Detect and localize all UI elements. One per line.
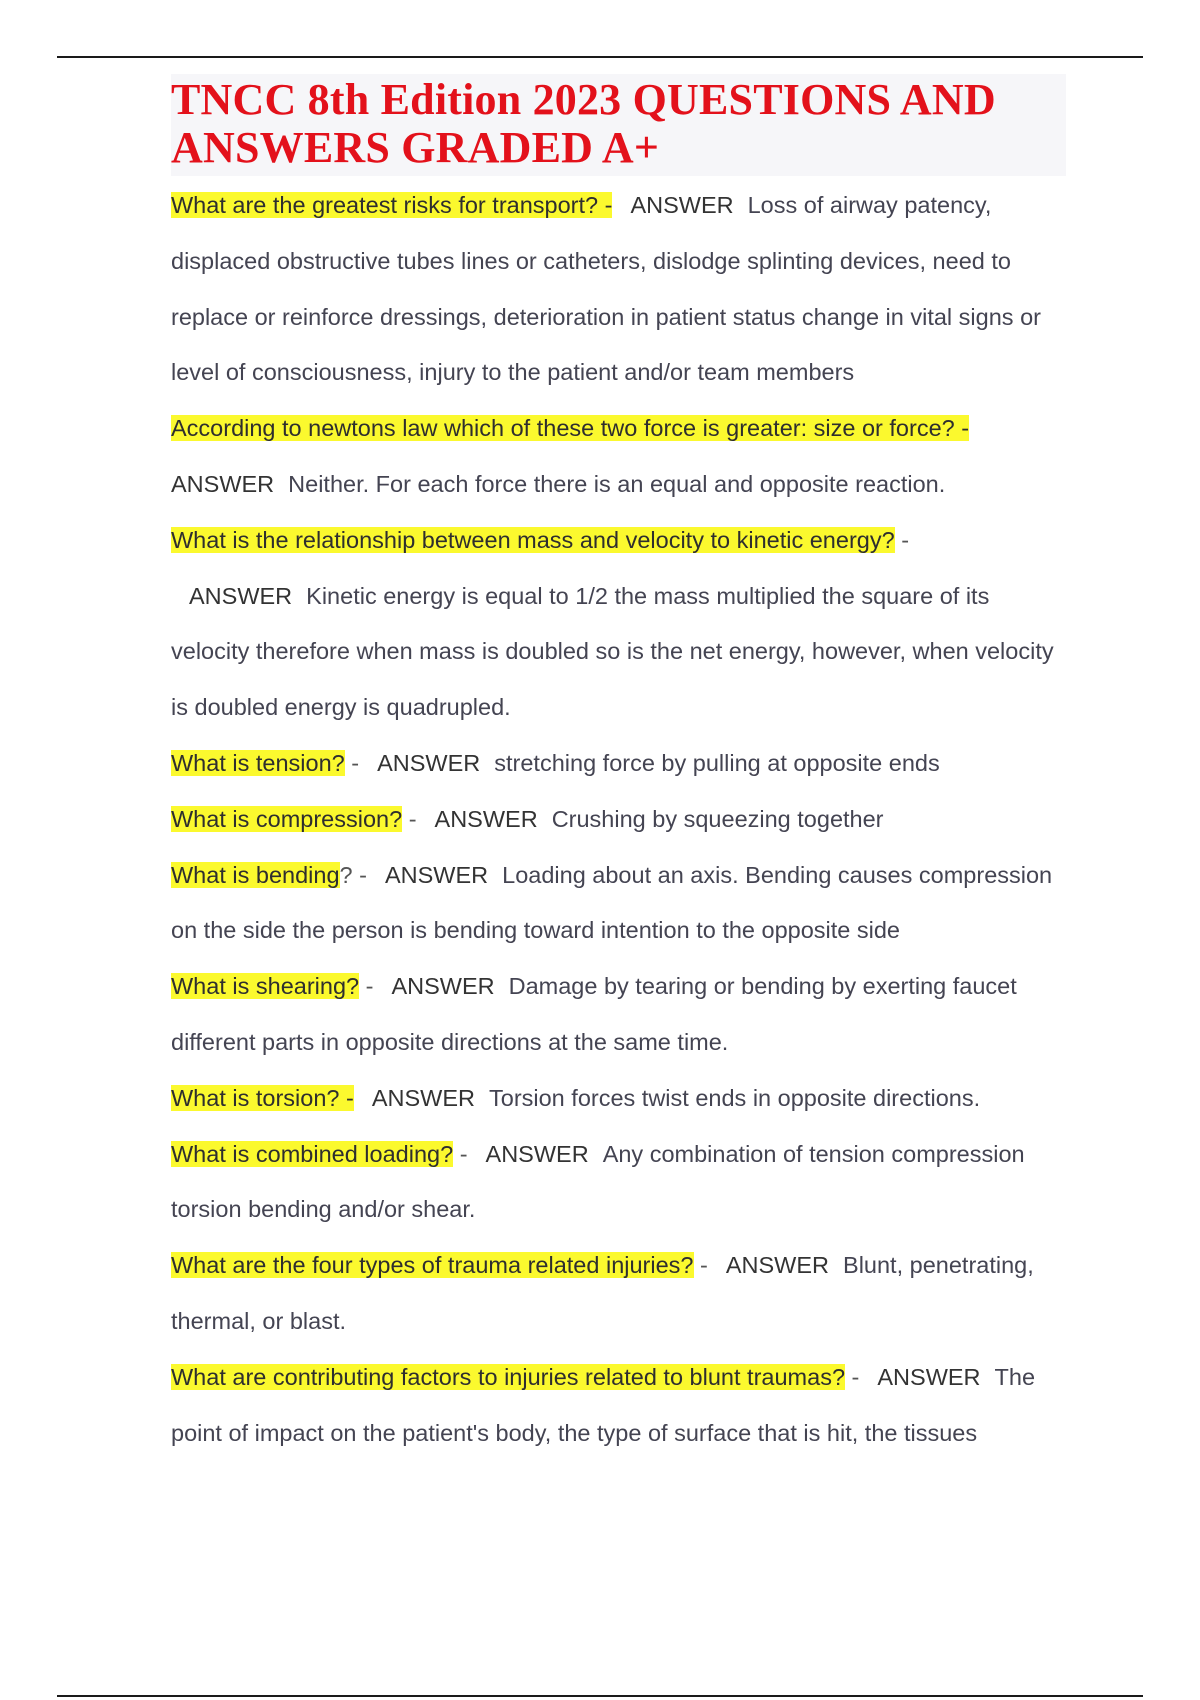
question-text: What is compression?: [171, 805, 403, 832]
qa-item: [171, 1238, 1066, 1350]
answer-text: stretching force by pulling at opposite ends: [494, 749, 940, 776]
question-text: What is shearing?: [171, 973, 360, 1000]
answer-label: ANSWER: [384, 861, 489, 888]
answer-label: ANSWER: [434, 805, 538, 832]
document-body: [171, 74, 1066, 1461]
question-dash: ? -: [339, 861, 367, 888]
question-text: What are the greatest risks for transport? -: [171, 192, 613, 218]
qa-item: [171, 513, 1066, 736]
question-text: What are the four types of trauma related injuries?: [171, 1252, 694, 1279]
answer-text: Loss of airway patency, displaced obstructive tubes lines or catheters, dislodge splinting devices, need to replace or reinforce dressings, deterioration in patient status change in vital signs or level of consciousness, injury to the patient and/or team members: [171, 192, 1041, 386]
qa-item: [171, 1127, 1066, 1239]
qa-item: [171, 959, 1066, 1071]
answer-label: ANSWER: [630, 192, 734, 218]
top-rule: [57, 56, 1143, 58]
question-dash: -: [344, 749, 360, 776]
qa-item: [171, 178, 1066, 401]
question-text: What is the relationship between mass and velocity to kinetic energy?: [171, 526, 895, 553]
question-text: What is combined loading?: [171, 1140, 454, 1167]
answer-label: ANSWER: [877, 1363, 981, 1390]
answer-text: Blunt, penetrating, thermal, or blast.: [171, 1252, 1034, 1334]
question-dash: -: [894, 526, 910, 553]
qa-item: [171, 848, 1066, 960]
answer-label: ANSWER: [391, 973, 495, 1000]
qa-list: [171, 178, 1066, 1461]
answer-label: ANSWER: [189, 582, 293, 609]
title-block: [171, 74, 1066, 176]
question-text: What is torsion? -: [171, 1084, 354, 1111]
answer-text: Loading about an axis. Bending causes compression on the side the person is bending toward intention to the opposite side: [171, 861, 1053, 944]
qa-item: [171, 792, 1066, 848]
qa-item: [171, 1071, 1066, 1127]
question-text: What is tension?: [171, 749, 345, 776]
answer-text: Crushing by squeezing together: [551, 805, 884, 832]
question-text: What is bending: [171, 861, 340, 888]
answer-text: The point of impact on the patient's body, the type of surface that is hit, the tissues: [171, 1363, 1036, 1446]
question-dash: -: [845, 1363, 860, 1390]
question-dash: -: [359, 973, 374, 1000]
answer-text: Kinetic energy is equal to 1/2 the mass multiplied the square of its velocity therefore when mass is doubled so is the net energy, however, when velocity is doubled energy is quadrupled.: [171, 582, 1054, 721]
answer-label: ANSWER: [725, 1252, 830, 1279]
question-dash: -: [402, 805, 417, 832]
answer-label: ANSWER: [371, 1084, 475, 1111]
answer-text: Any combination of tension compression torsion bending and/or shear.: [171, 1140, 1025, 1223]
answer-label: ANSWER: [171, 470, 275, 497]
bottom-rule: [57, 1695, 1143, 1697]
question-dash: -: [453, 1140, 468, 1167]
answer-label: ANSWER: [485, 1140, 589, 1167]
qa-item: [171, 401, 1066, 513]
qa-item: [171, 736, 1066, 792]
question-dash: -: [693, 1252, 708, 1279]
question-text: According to newtons law which of these two force is greater: size or force? -: [171, 415, 970, 442]
question-text: What are contributing factors to injuries related to blunt traumas?: [171, 1363, 846, 1390]
answer-text: Torsion forces twist ends in opposite directions.: [489, 1084, 981, 1111]
answer-text: Neither. For each force there is an equal and opposite reaction.: [288, 470, 946, 497]
qa-item: [171, 1350, 1066, 1462]
answer-label: ANSWER: [377, 749, 481, 776]
document-title: TNCC 8th Edition 2023 QUESTIONS AND ANSWERS GRADED A+: [171, 75, 996, 172]
answer-text: Damage by tearing or bending by exerting faucet different parts in opposite directions at the same time.: [171, 973, 1017, 1055]
